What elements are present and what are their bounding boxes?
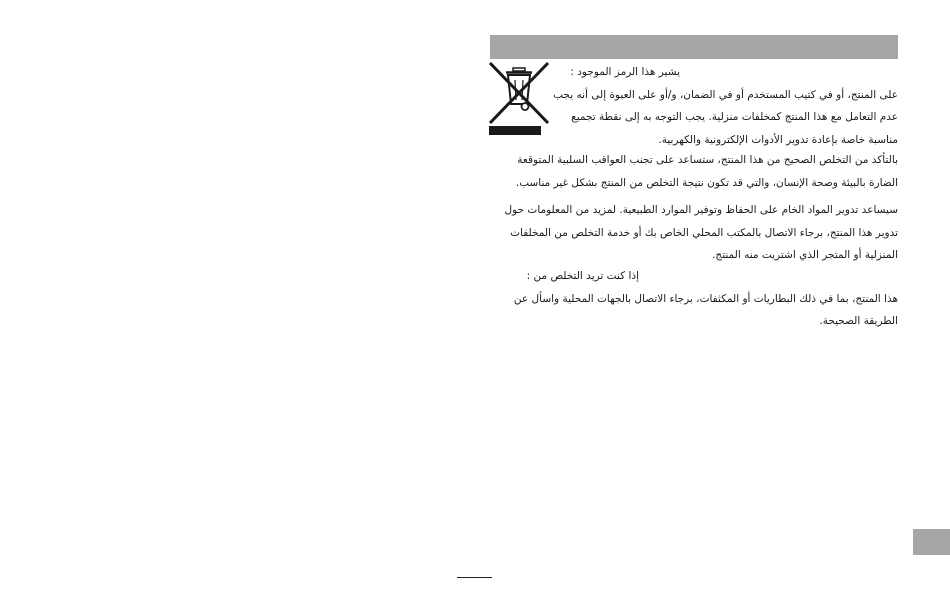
intro-line-3: عدم التعامل مع هذا المنتج كمخلفات منزلية. يجب التوجه به إلى نقطة تجميع [571, 111, 898, 123]
intro-line-1: يشير هذا الرمز الموجود : [570, 66, 680, 78]
batteries-line-1: إذا كنت تريد التخلص من : [526, 270, 639, 282]
page-number-rule [457, 577, 492, 578]
disposal-line-1: بالتأكد من التخلص الصحيح من هذا المنتج، ستساعد على تجنب العواقب السلبية المتوقعة [517, 154, 898, 166]
disposal-line-2: الضارة بالبيئة وصحة الإنسان، والتي قد تكون نتيجة التخلص من المنتج بشكل غير مناسب. [515, 176, 898, 189]
batteries-line-3: الطريقة الصحيحة. [819, 315, 898, 327]
recycling-line-1: سيساعد تدوير المواد الخام على الحفاظ وتوفير الموارد الطبيعية. لمزيد من المعلومات حول [504, 204, 898, 216]
recycling-line-2: تدوير هذا المنتج، برجاء الاتصال بالمكتب المحلي الخاص بك أو خدمة التخلص من المخلفات [510, 226, 898, 239]
intro-paragraph [553, 61, 898, 151]
recycling-line-3: المنزلية أو المتجر الذي اشتريت منه المنتج. [712, 249, 898, 261]
batteries-paragraph [500, 265, 898, 333]
recycling-paragraph [500, 199, 898, 267]
intro-line-4: مناسبة خاصة بإعادة تدوير الأدوات الإلكترونية والكهربية. [658, 133, 898, 146]
section-header-bar [490, 35, 898, 59]
disposal-paragraph [500, 149, 898, 194]
side-tab-marker [913, 529, 950, 555]
batteries-line-2: هذا المنتج، بما في ذلك البطاريات أو المكثفات، برجاء الاتصال بالجهات المحلية واسأل عن [513, 292, 898, 305]
crossed-out-wheelie-bin-icon [487, 60, 551, 138]
intro-line-2: على المنتج، أو في كتيب المستخدم أو في الضمان، و/أو على العبوة إلى أنه يجب [553, 88, 898, 101]
